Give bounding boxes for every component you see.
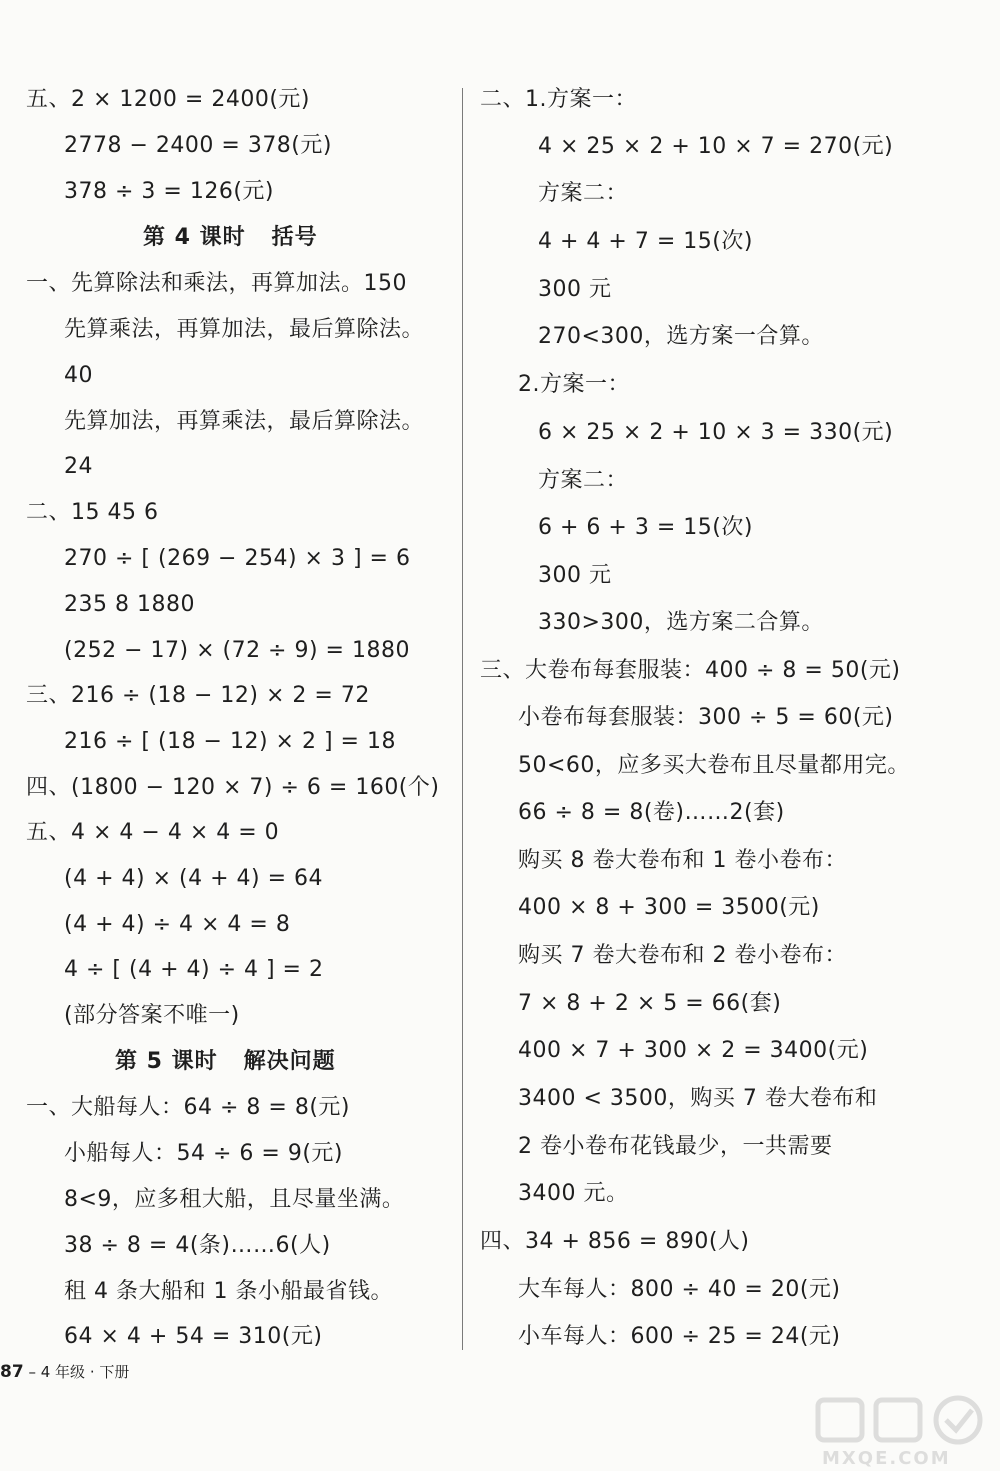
answer-line: 3400 元。 (518, 1181, 629, 1206)
answer-line: 五、4 × 4 − 4 × 4 = 0 (26, 820, 280, 845)
watermark-logo-icon (810, 1392, 1000, 1448)
answer-line: 378 ÷ 3 = 126(元) (64, 179, 274, 204)
answer-line: 216 ÷ [ (18 − 12) × 2 ] = 18 (64, 729, 396, 754)
answer-line: 购买 7 卷大卷布和 2 卷小卷布： (518, 943, 847, 968)
footer-separator: – (28, 1363, 36, 1381)
page-number: 87 (0, 1362, 24, 1382)
answer-line: 4 + 4 + 7 = 15(次) (538, 229, 753, 254)
answer-line: 五、2 × 1200 = 2400(元) (26, 87, 310, 112)
answer-line: 二、15 45 6 (26, 500, 159, 525)
answer-line: 小船每人：54 ÷ 6 = 9(元) (64, 1141, 343, 1166)
answer-line: 先算乘法，再算加法，最后算除法。 (64, 317, 425, 342)
page-footer (0, 1362, 129, 1382)
answer-line: 50<60，应多买大卷布且尽量都用完。 (518, 753, 910, 778)
answer-line: 三、大卷布每套服装：400 ÷ 8 = 50(元) (480, 658, 901, 683)
answer-line: 一、大船每人：64 ÷ 8 = 8(元) (26, 1095, 350, 1120)
column-divider (462, 88, 463, 1350)
answer-line: 方案二： (538, 468, 629, 493)
answer-line: 3400 < 3500，购买 7 卷大卷布和 (518, 1086, 878, 1111)
answer-line: (252 − 17) × (72 ÷ 9) = 1880 (64, 638, 410, 663)
lesson-title: 解决问题 (243, 1049, 336, 1074)
answer-line: 6 × 25 × 2 + 10 × 3 = 330(元) (538, 420, 894, 445)
answer-line: 购买 8 卷大卷布和 1 卷小卷布： (518, 848, 847, 873)
answer-line: 四、(1800 − 120 × 7) ÷ 6 = 160(个) (26, 775, 440, 800)
lesson-number: 第 4 课时 (143, 225, 246, 250)
answer-line: 大车每人：800 ÷ 40 = 20(元) (518, 1277, 841, 1302)
answer-line: 2.方案一： (518, 372, 630, 397)
answer-line: 四、34 + 856 = 890(人) (480, 1229, 750, 1254)
answer-line: 4 ÷ [ (4 + 4) ÷ 4 ] = 2 (64, 957, 324, 982)
answer-line: 小卷布每套服装：300 ÷ 5 = 60(元) (518, 705, 894, 730)
answer-line: 8<9，应多租大船，且尽量坐满。 (64, 1187, 405, 1212)
lesson-number: 第 5 课时 (115, 1049, 218, 1074)
answer-line: 租 4 条大船和 1 条小船最省钱。 (64, 1279, 393, 1304)
answer-line: 40 (64, 363, 93, 388)
answer-line: 400 × 7 + 300 × 2 = 3400(元) (518, 1038, 869, 1063)
answer-line: 38 ÷ 8 = 4(条)……6(人) (64, 1233, 331, 1258)
answer-line: 小车每人：600 ÷ 25 = 24(元) (518, 1324, 841, 1349)
watermark (810, 1392, 1000, 1471)
answer-line: 一、先算除法和乘法，再算加法。150 (26, 271, 407, 296)
answer-line: 300 元 (538, 277, 612, 302)
answer-line: 方案二： (538, 181, 629, 206)
answer-line: 2778 − 2400 = 378(元) (64, 133, 332, 158)
answer-line: (4 + 4) × (4 + 4) = 64 (64, 866, 323, 891)
lesson-title: 括号 (271, 225, 318, 250)
answer-line: (4 + 4) ÷ 4 × 4 = 8 (64, 912, 291, 937)
grade-label: 4 年级 · 下册 (40, 1363, 130, 1381)
answer-line: 66 ÷ 8 = 8(卷)……2(套) (518, 800, 785, 825)
answer-line: 235 8 1880 (64, 592, 195, 617)
answer-line: 4 × 25 × 2 + 10 × 7 = 270(元) (538, 134, 894, 159)
answer-line: 三、216 ÷ (18 − 12) × 2 = 72 (26, 683, 370, 708)
answer-line: 二、1.方案一： (480, 87, 637, 112)
section-heading (143, 223, 318, 253)
answer-line: 270<300，选方案一合算。 (538, 324, 824, 349)
section-heading (115, 1047, 336, 1077)
answer-line: 6 + 6 + 3 = 15(次) (538, 515, 753, 540)
answer-line: 300 元 (538, 563, 612, 588)
answer-note: (部分答案不唯一) (64, 1003, 240, 1028)
answer-line: 先算加法，再算乘法，最后算除法。 (64, 409, 425, 434)
answer-line: 400 × 8 + 300 = 3500(元) (518, 895, 820, 920)
answer-line: 270 ÷ [ (269 − 254) × 3 ] = 6 (64, 546, 411, 571)
answer-line: 2 卷小卷布花钱最少，一共需要 (518, 1134, 833, 1159)
watermark-text: MXQE.COM (822, 1448, 951, 1469)
answer-line: 24 (64, 454, 93, 479)
answer-line: 7 × 8 + 2 × 5 = 66(套) (518, 991, 782, 1016)
answer-line: 330>300，选方案二合算。 (538, 610, 824, 635)
answer-line: 64 × 4 + 54 = 310(元) (64, 1324, 323, 1349)
